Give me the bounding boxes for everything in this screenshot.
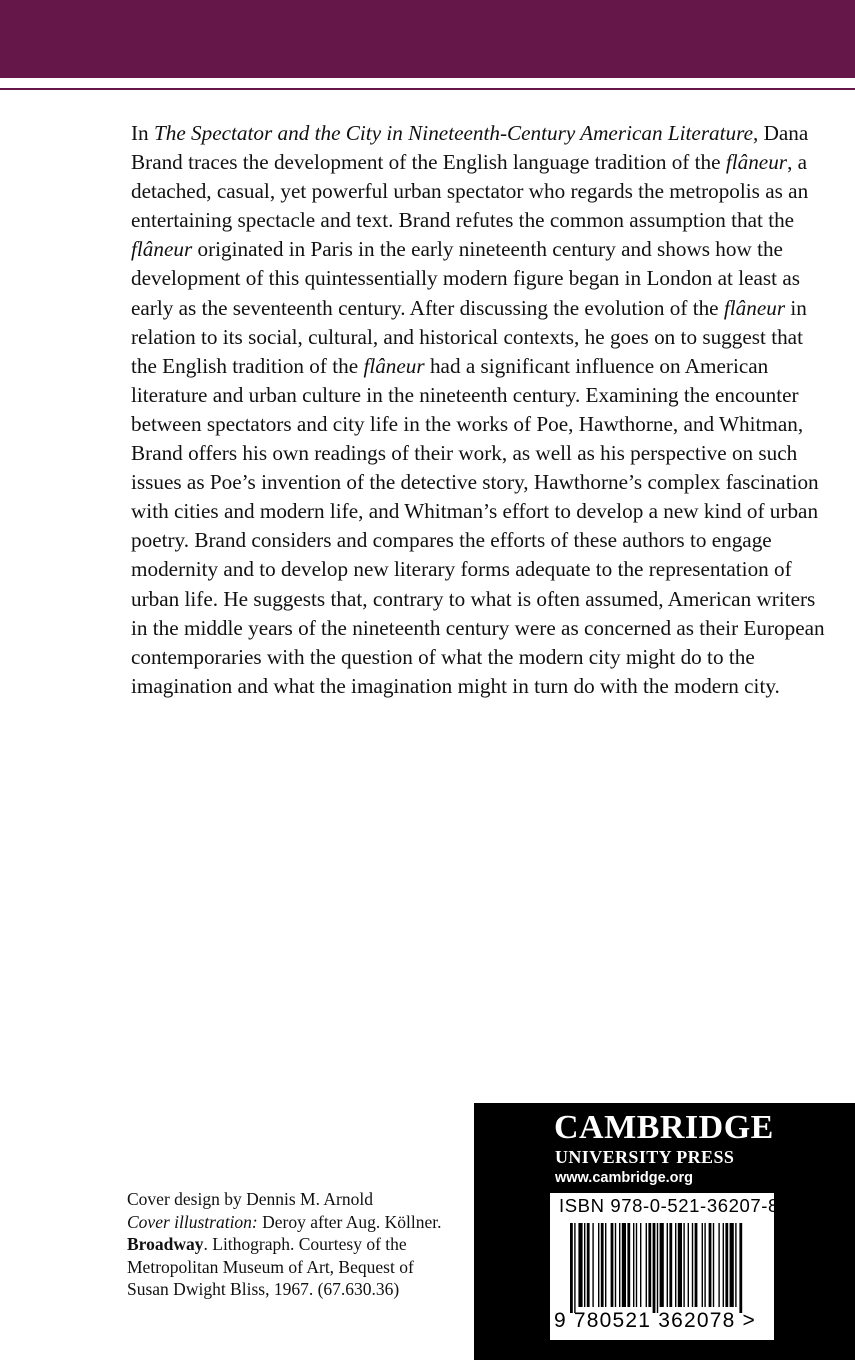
barcode-bar — [739, 1223, 742, 1313]
barcode-bar — [636, 1223, 637, 1307]
barcode-bar — [598, 1223, 599, 1307]
book-title: The Spectator and the City in Nineteenth-Century American Literature — [153, 121, 753, 145]
flaneur-term: flâneur — [131, 237, 193, 262]
top-color-band — [0, 0, 855, 78]
barcode-bar — [657, 1223, 658, 1313]
publisher-subname: UNIVERSITY PRESS — [555, 1147, 735, 1167]
barcode-bar — [669, 1223, 672, 1307]
barcode-bar — [633, 1223, 634, 1307]
cover-credits — [127, 1188, 457, 1301]
isbn-barcode — [550, 1193, 779, 1340]
barcode-bar — [667, 1223, 668, 1307]
barcode-bar — [660, 1223, 664, 1307]
cover-design-credit: Cover design by Dennis M. Arnold — [127, 1189, 373, 1209]
flaneur-term: flâneur — [725, 150, 788, 175]
blurb-segment-1: , Dana Brand traces the development of the English language tradition of the — [131, 121, 809, 175]
barcode-bar — [718, 1223, 719, 1307]
blurb-segment-2: , a detached, casual, yet powerful urban spectator who regards the metropolis as an entertaining spectacle and text. Brand refutes the common assumption that the — [131, 150, 809, 233]
barcode-bar — [622, 1223, 626, 1307]
barcode-bar — [578, 1223, 582, 1307]
barcode-bar — [615, 1223, 616, 1307]
barcode-bar — [675, 1223, 676, 1307]
publisher-panel — [474, 1103, 855, 1360]
barcode-bar — [735, 1223, 736, 1307]
publisher-name: CAMBRIDGE — [554, 1109, 774, 1146]
blurb-segment-5: had a significant influence on American literature and urban culture in the nineteenth century. Examining the encounter between spectators and city life in the works of Poe, Hawthorne, and Whitman, Brand offers his own readings of their work, as well as his perspective on such issues as Poe’s invention of the detective story, Hawthorne’s complex fascination with cities and modern life, and Whitman’s effort to develop a new kind of urban poetry. Brand considers and compares the efforts of these authors to engage modernity and to develop new literary forms adequate to the representation of urban life. He suggests that, contrary to what is often assumed, American writers in the middle years of the nineteenth century were as concerned as their European contemporaries with the question of what the modern city might do to the imagination and what the imagination might in turn do with the modern city. — [131, 353, 825, 698]
flaneur-term: flâneur — [363, 353, 425, 378]
publisher-url: www.cambridge.org — [555, 1170, 694, 1186]
barcode-bar — [713, 1223, 714, 1307]
flaneur-term: flâneur — [723, 295, 786, 320]
barcode-bar — [640, 1223, 641, 1307]
barcode-bar — [601, 1223, 604, 1307]
barcode-bar — [695, 1223, 698, 1307]
barcode-bar — [683, 1223, 684, 1307]
barcode-bar — [653, 1223, 656, 1313]
barcode-bar — [688, 1223, 689, 1307]
barcode-bar — [605, 1223, 606, 1307]
ean-digits: 9 780521 362078 > — [554, 1309, 756, 1332]
barcode-bar — [678, 1223, 682, 1307]
barcode-bar — [570, 1223, 573, 1313]
barcode-bar — [709, 1223, 712, 1307]
barcode-bar — [648, 1223, 651, 1307]
cover-illustration-label: Cover illustration: — [127, 1211, 258, 1232]
band-divider-rule — [0, 88, 855, 90]
artwork-title: Broadway — [127, 1234, 204, 1255]
book-description — [131, 119, 827, 701]
barcode-bar — [723, 1223, 724, 1307]
barcode-bar — [702, 1223, 703, 1307]
artwork-details: . Lithograph. Courtesy of the Metropolitan Museum of Art, Bequest of Susan Dwight Bliss, 1967. (67.630.36) — [127, 1234, 414, 1300]
barcode-bar — [587, 1223, 590, 1307]
barcode-bar — [692, 1223, 693, 1307]
blurb-intro: In — [131, 121, 154, 145]
barcode-bar — [627, 1223, 630, 1307]
barcode-bar — [725, 1223, 728, 1307]
blurb-segment-4: in relation to its social, cultural, and historical contexts, he goes on to suggest that the English tradition of the — [131, 295, 807, 378]
barcode-bar — [611, 1223, 614, 1307]
barcode-icon — [570, 1223, 750, 1313]
barcode-bar — [574, 1223, 575, 1313]
isbn-number: ISBN 978-0-521-36207-8 — [559, 1195, 779, 1216]
barcode-bar — [592, 1223, 593, 1307]
barcode-bar — [584, 1223, 585, 1307]
cover-illustration-credit: Deroy after Aug. Köllner. — [257, 1211, 442, 1232]
barcode-bar — [730, 1223, 734, 1307]
barcode-bar — [619, 1223, 620, 1307]
barcode-bar — [646, 1223, 647, 1307]
blurb-segment-3: originated in Paris in the early nineteenth century and shows how the development of this quintessentially modern figure began in London at least as early as the seventeenth century. After discussing the evolution of the — [131, 237, 801, 320]
barcode-bar — [704, 1223, 705, 1307]
